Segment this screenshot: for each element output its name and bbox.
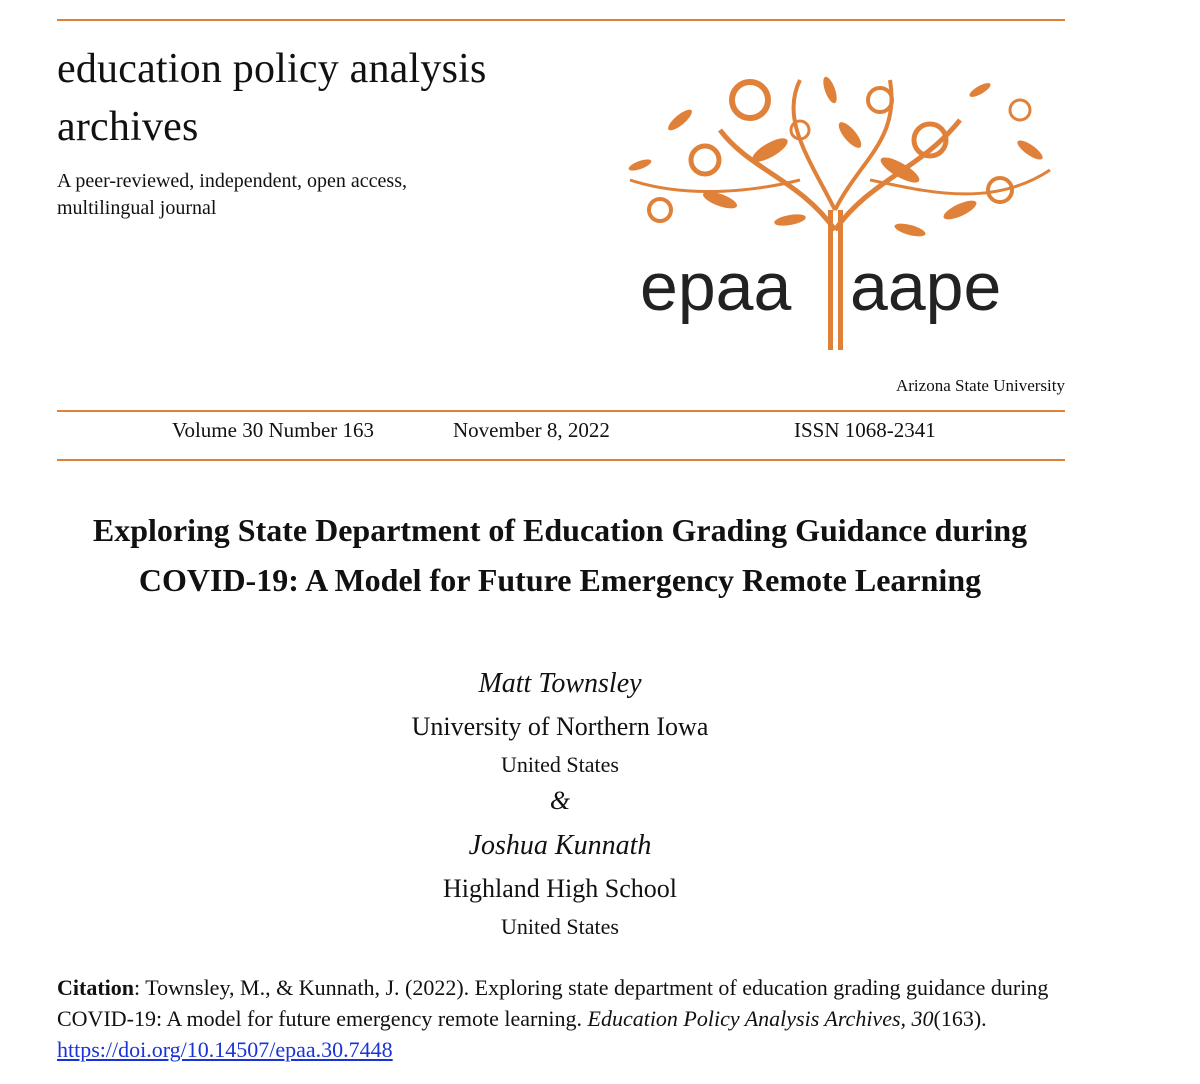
author-name: Matt Townsley — [478, 668, 642, 699]
author-affiliation: University of Northern Iowa — [411, 712, 709, 741]
institution: Arizona State University — [895, 376, 1065, 395]
logo-text-epaa: epaa — [640, 249, 792, 325]
citation-label: Citation — [57, 975, 134, 1000]
logo-text-aape: aape — [850, 249, 1002, 325]
issue-top-rule — [57, 410, 1065, 412]
volume-number: Volume 30 Number 163 — [172, 418, 375, 442]
author-name: Joshua Kunnath — [468, 830, 652, 861]
doi-link[interactable]: https://doi.org/10.14507/epaa.30.7448 — [57, 1037, 393, 1062]
citation-issue: (163). — [933, 1006, 987, 1031]
issn: ISSN 1068-2341 — [794, 418, 936, 442]
article-title: Exploring State Department of Education Grading Guidance during COVID-19: A Model for Future Emergency Remote Learning — [92, 512, 1028, 598]
citation-text: : Townsley, M., & Kunnath, J. (2022). Exploring state department of education grading guidance during COVID-19: A model for future emergency remote learning. — [57, 975, 1049, 1031]
author-separator: & — [549, 786, 571, 815]
citation-journal: Education Policy Analysis Archives, 30 — [587, 1006, 934, 1031]
top-rule — [57, 19, 1065, 21]
issue-date: November 8, 2022 — [453, 418, 610, 442]
issue-bottom-rule — [57, 459, 1065, 461]
author-country: United States — [501, 752, 619, 777]
author-affiliation: Highland High School — [443, 874, 677, 903]
citation — [57, 972, 1097, 1065]
journal-name: education policy analysis archives — [57, 46, 487, 150]
journal-tagline: A peer-reviewed, independent, open access, multilingual journal — [57, 170, 407, 219]
author-country: United States — [501, 914, 619, 939]
journal-logo — [600, 60, 1070, 350]
